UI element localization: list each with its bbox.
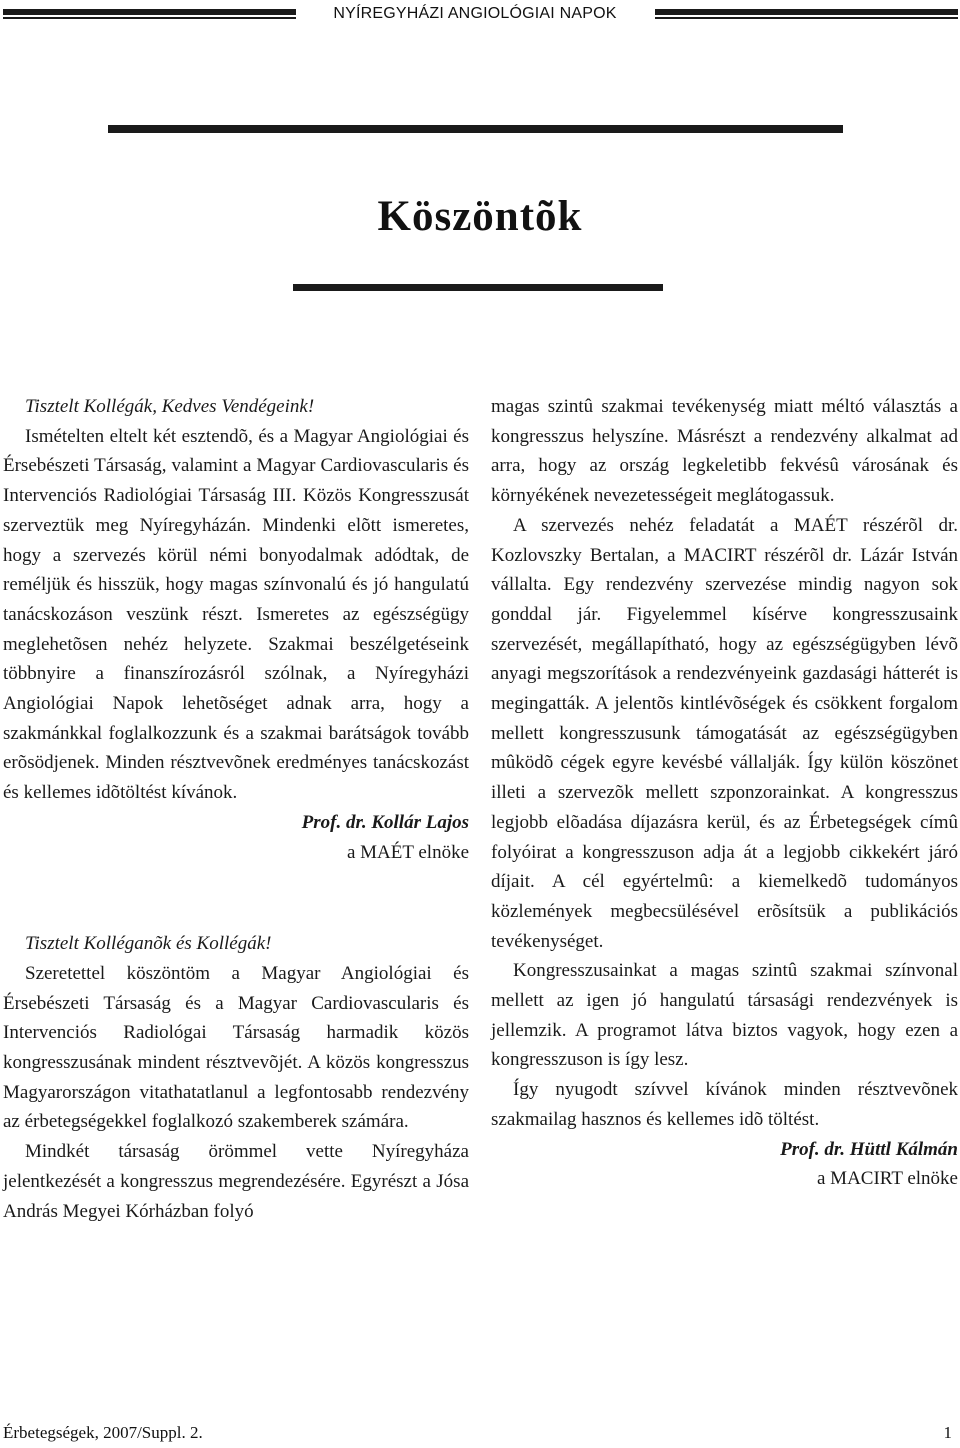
signature-role: a MAÉT elnöke: [346, 841, 469, 863]
header-rule-right-thin: [655, 17, 958, 19]
title-rule-top: [108, 125, 843, 133]
journal-citation: Érbetegségek, 2007/Suppl. 2.: [3, 1423, 203, 1442]
signature-name: Prof. dr. Kollár Lajos: [301, 811, 469, 833]
section-gap: [3, 867, 469, 929]
salutation: Tisztelt Kollégák, Kedves Vendégeink!: [25, 396, 315, 417]
paragraph: Így nyugodt szívvel kívánok minden résztvevõnek szakmailag hasznos és kellemes idõ töltést.: [491, 1079, 958, 1130]
paragraph: Mindkét társaság örömmel vette Nyíregyháza jelentkezését a kongresszus megrendezésére. Egyrészt a Jósa András Megyei Kórházban folyó: [3, 1141, 469, 1222]
header-rule-right: [655, 9, 958, 15]
signature-role: a MACIRT elnöke: [817, 1168, 958, 1190]
signature-name: Prof. dr. Hüttl Kálmán: [780, 1138, 958, 1160]
right-column: [491, 392, 958, 1194]
title-rule-bottom: [293, 284, 663, 291]
header-rule-left: [3, 9, 296, 15]
paragraph: A szervezés nehéz feladatát a MAÉT részérõl dr. Kozlovszky Bertalan, a MACIRT részérõl dr. Lázár István vállalta. Egy rendezvény szervezése mindig nagyon sok gonddal jár. Figyelemmel kísérve kongresszusaink szervezését, megállapítható, hogy az egészségügyben lévõ anyagi megszorítások a rendezvényeink gazdasági hátterét is megingatták. A jelentõs kintlévõségek és csökkent forgalom mellett kongresszusunk támogatását az egészségügyben mûködõ cégek egyre kevésbé vállalják. Így külön köszönet illeti a szervezõk mellett szponzorainkat. A kongresszus legjobb elõadása díjazásra kerül, és az Érbetegségek címû folyóirat a kongresszuson adja át a legjobb cikkekért járó díjait. A cél egyértelmû: a kiemelkedõ tudományos közlemények megbecsülésével erõsítsük a publikációs tevékenységet.: [491, 514, 958, 952]
paragraph: Ismételten eltelt két esztendõ, és a Magyar Angiológiai és Érsebészeti Társaság, valamint a Magyar Cardiovascularis és Intervenciós Radiológiai Társaság III. Közös Kongresszusát szerveztük meg Nyíregyházán. Mindenki elõtt ismeretes, hogy a szervezés körül némi bonyodalmak adódtak, de reméljük és hisszük, hogy magas színvonalú és jó hangulatú tanácskozáson veszünk részt. Ismeretes az egészségügy meglehetõsen nehéz helyzete. Szakmai beszélgetéseink többnyire a finanszírozásról szólnak, a Nyíregyházi Angiológiai Napok lehetõséget adnak arra, hogy a szakmánkkal foglalkozzunk és a szakmai barátságok tovább erõsödjenek. Minden résztvevõnek eredményes tanácskozást és kellemes idõtöltést kívánok.: [3, 425, 469, 804]
header-rule-left-thin: [3, 17, 296, 19]
running-title: NYÍREGYHÁZI ANGIOLÓGIAI NAPOK: [333, 5, 617, 22]
paragraph: Kongresszusainkat a magas szintû szakmai színvonal mellett az igen jó hangulatú társasági rendezvények is jellemzik. A programot látva biztos vagyok, hogy ezen a kongresszuson is így lesz.: [491, 960, 958, 1071]
paragraph: magas szintû szakmai tevékenység miatt méltó választás a kongresszus helyszíne. Másrészt a rendezvény alkalmat ad arra, hogy az ország legkeletibb fekvésû városának és környékének nevezetességeit meglátogassuk.: [491, 396, 958, 507]
page-title: Köszöntõk: [377, 193, 583, 240]
paragraph: Szeretettel köszöntöm a Magyar Angiológiai és Érsebészeti Társaság és a Magyar Cardiovascularis és Intervenciós Radiológai Társaság harmadik közös kongresszusának mindent résztvevõjét. A közös kongresszus Magyarországon vitathatatlanul a legfontosabb rendezvény az érbetegségekkel foglalkozó szakemberek számára.: [3, 962, 469, 1133]
salutation-2: Tisztelt Kolléganõk és Kollégák!: [25, 933, 272, 955]
page-number: 1: [943, 1423, 952, 1442]
left-column: [3, 392, 469, 1226]
